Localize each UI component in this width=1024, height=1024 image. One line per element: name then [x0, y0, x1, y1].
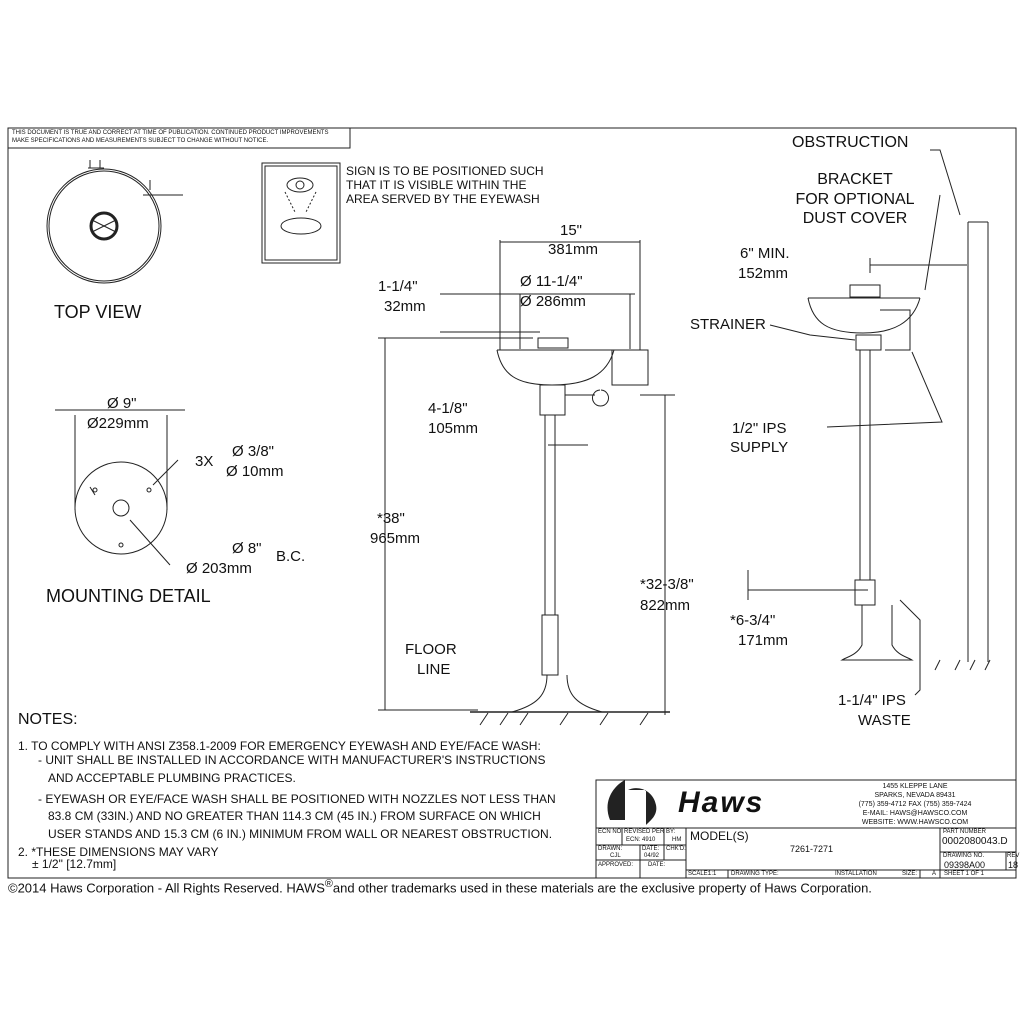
bowl-mm: Ø 286mm — [520, 293, 586, 310]
sheet-value: SHEET 1 OF 1 — [944, 871, 984, 877]
note-line: USER STANDS AND 15.3 CM (6 IN.) MINIMUM FROM WALL OR NEAREST OBSTRUCTION. — [48, 827, 553, 841]
note-line: AND ACCEPTABLE PLUMBING PRACTICES. — [48, 771, 296, 785]
registered-mark: ® — [324, 878, 333, 890]
disclaimer-line-1: THIS DOCUMENT IS TRUE AND CORRECT AT TIME OF PUBLICATION. CONTINUED PRODUCT IMPROVEMENTS — [12, 130, 329, 136]
obstruction-label: OBSTRUCTION — [792, 134, 909, 151]
address-line: WEBSITE: WWW.HAWSCO.COM — [861, 819, 969, 826]
strainer-label: STRAINER — [690, 316, 766, 333]
address-line: SPARKS, NEVADA 89431 — [874, 792, 956, 799]
floor-label-2: LINE — [417, 661, 451, 678]
waste-height-in: *6-3/4" — [730, 612, 776, 629]
bracket-label-3: DUST COVER — [802, 210, 908, 227]
note-line: 1. TO COMPLY WITH ANSI Z358.1-2009 FOR EMERGENCY EYEWASH AND EYE/FACE WASH: — [18, 739, 541, 753]
footer-pre: ©2014 Haws Corporation - All Rights Reserved. HAWS — [8, 880, 325, 896]
supply-height-in: *32-3/8" — [640, 576, 694, 593]
models-label: MODEL(S) — [690, 829, 749, 843]
size-label: SIZE: — [902, 871, 918, 877]
waste-height-mm: 171mm — [738, 632, 789, 649]
mount-hole-in: Ø 3/8" — [232, 443, 275, 460]
mount-dia-mm: Ø229mm — [87, 415, 149, 432]
min-mm: 152mm — [738, 265, 789, 282]
drawing-no-label: DRAWING NO. — [943, 853, 985, 859]
bracket-label-2: FOR OPTIONAL — [795, 191, 915, 208]
models-value: 7261-7271 — [790, 844, 834, 854]
rim-in: 1-1/4" — [378, 278, 418, 295]
note-line: ± 1/2" [12.7mm] — [32, 857, 117, 871]
copyright-footer — [8, 878, 872, 896]
height-mm: 965mm — [370, 530, 421, 547]
mounting-detail-drawing — [55, 410, 185, 565]
mount-bc-mm: Ø 203mm — [186, 560, 252, 577]
drawing-type-label: DRAWING TYPE: — [731, 871, 779, 877]
supply-height-mm: 822mm — [640, 597, 691, 614]
waste-label-2: WASTE — [858, 712, 911, 729]
ecn-no-label: ECN NO. — [598, 829, 624, 835]
scale-value: 1:1 — [708, 871, 717, 877]
bracket-label-1: BRACKET — [817, 171, 893, 188]
mount-bc: B.C. — [276, 548, 306, 565]
top-view-drawing — [47, 160, 183, 283]
supply-label-2: SUPPLY — [730, 439, 789, 456]
mounting-detail-label: MOUNTING DETAIL — [46, 586, 211, 606]
date-label: DATE: — [642, 846, 660, 852]
min-in: 6" MIN. — [740, 245, 790, 262]
haws-logo-text: Haws — [678, 786, 765, 819]
sign-note-3: AREA SERVED BY THE EYEWASH — [346, 192, 540, 206]
part-number: 0002080043.D — [942, 836, 1008, 847]
scale-label: SCALE: — [688, 871, 710, 877]
waste-label-1: 1-1/4" IPS — [838, 692, 906, 709]
drawing-no: 09398A00 — [944, 860, 986, 870]
width-in: 15" — [560, 222, 583, 239]
top-view-label: TOP VIEW — [54, 302, 142, 322]
offset-mm: 105mm — [428, 420, 479, 437]
note-line: - UNIT SHALL BE INSTALLED IN ACCORDANCE WITH MANUFACTURER'S INSTRUCTIONS — [38, 753, 546, 767]
date-value: 04/92 — [644, 853, 660, 859]
ecn-value: ECN: 4910 — [626, 837, 656, 843]
drawn-value: CJL — [610, 853, 621, 859]
note-line: 83.8 CM (33IN.) AND NO GREATER THAN 114.3 CM (45 IN.) FROM SURFACE ON WHICH — [48, 809, 541, 823]
drawing-type: INSTALLATION — [835, 871, 877, 877]
width-mm: 381mm — [548, 241, 599, 258]
supply-label-1: 1/2" IPS — [732, 420, 787, 437]
rev-value: 18 — [1008, 860, 1019, 870]
part-number-label: PART NUMBER — [943, 829, 987, 835]
note-line: - EYEWASH OR EYE/FACE WASH SHALL BE POSITIONED WITH NOZZLES NOT LESS THAN — [38, 792, 556, 806]
footer-post: and other trademarks used in these materials are the exclusive property of Haws Corporation. — [332, 880, 872, 896]
address-line: (775) 359-4712 FAX (755) 359-7424 — [858, 801, 972, 808]
haws-logo — [608, 780, 657, 825]
disclaimer-line-2: MAKE SPECIFICATIONS AND MEASUREMENTS SUBJECT TO CHANGE WITHOUT NOTICE. — [12, 138, 269, 144]
address-line: 1455 KLEPPE LANE — [882, 783, 948, 790]
size-value: A — [932, 871, 937, 877]
bowl-in: Ø 11-1/4" — [520, 273, 583, 290]
chkd-label: CHK'D: — [666, 846, 686, 852]
address-line: E-MAIL: HAWS@HAWSCO.COM — [862, 810, 968, 817]
approved-label: APPROVED: — [598, 862, 634, 868]
rev-label: REV — [1007, 853, 1020, 859]
floor-label-1: FLOOR — [405, 641, 457, 658]
mount-holes-qty: 3X — [195, 453, 214, 470]
rim-mm: 32mm — [384, 298, 426, 315]
mount-bc-in: Ø 8" — [232, 540, 262, 557]
sign-note-2: THAT IT IS VISIBLE WITHIN THE — [346, 178, 527, 192]
by-label: BY: — [666, 829, 676, 835]
date2-label: DATE: — [648, 862, 666, 868]
note-line: 2. *THESE DIMENSIONS MAY VARY — [18, 845, 219, 859]
by-value: HM — [672, 837, 682, 843]
sign-note-1: SIGN IS TO BE POSITIONED SUCH — [346, 164, 544, 178]
mount-hole-mm: Ø 10mm — [226, 463, 284, 480]
drawn-label: DRAWN: — [598, 846, 623, 852]
height-in: *38" — [377, 510, 405, 527]
notes-title: NOTES: — [18, 711, 78, 728]
mount-dia-in: Ø 9" — [107, 395, 137, 412]
revised-per-label: REVISED PER — [624, 829, 665, 835]
eyewash-sign-drawing — [262, 163, 340, 263]
offset-in: 4-1/8" — [428, 400, 468, 417]
